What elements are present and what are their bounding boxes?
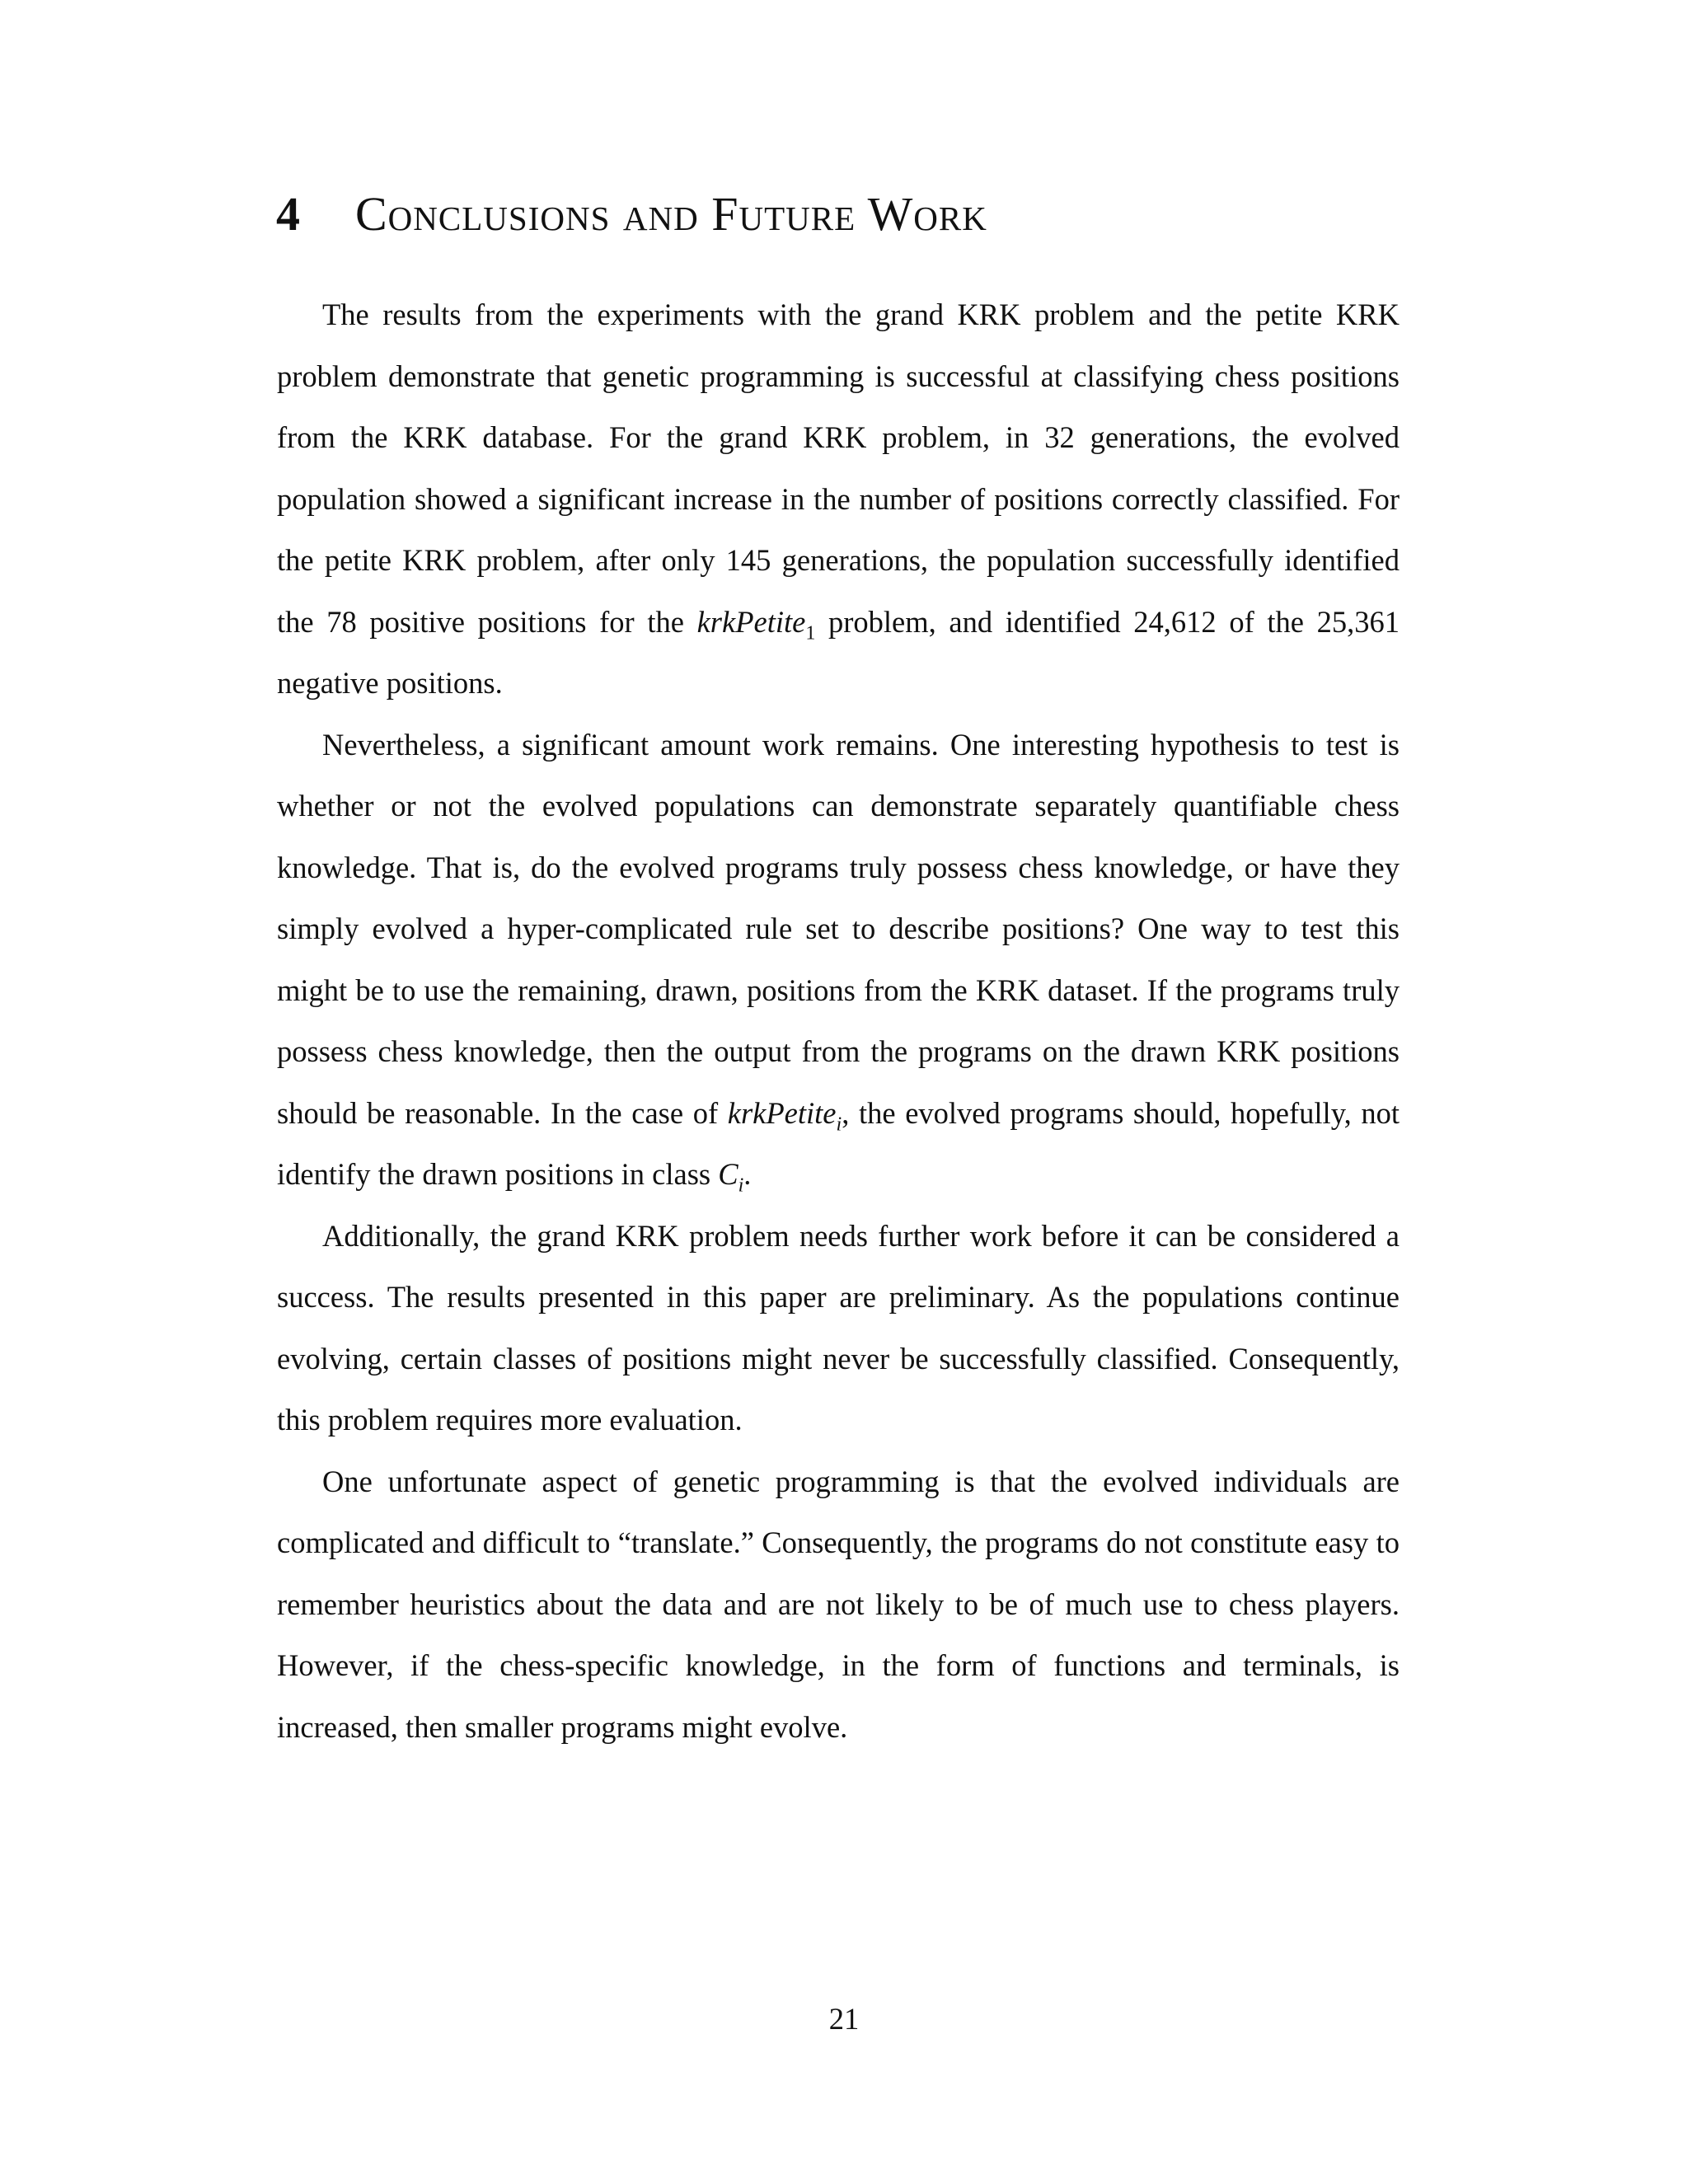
math-symbol: C: [718, 1157, 738, 1191]
math-subscript: i: [836, 1113, 842, 1135]
paragraph-results: [277, 284, 1400, 715]
paragraph-text: .: [743, 1157, 752, 1191]
paragraph-future-work: [277, 715, 1400, 1206]
math-symbol: krkPetite: [696, 604, 806, 639]
paragraph-text: Nevertheless, a significant amount work remains. One interesting hypothesis to test is whether or not the evolved populations can demonstrate separately quantifiable chess knowledge. That is, do the evolved programs truly possess chess knowledge, or have they simply evolved a hyper-complicated rule set to describe positions? One way to test this might be to use the remaining, drawn, positions from the KRK dataset. If the programs truly possess chess knowledge, then the output from the programs on the drawn KRK positions should be reasonable. In the case of: [277, 727, 1400, 1130]
math-krkpetite-1: [696, 604, 816, 644]
paragraph-text: , the evolved programs should, hopefully, not identify the drawn positions in class: [277, 1095, 1400, 1191]
section-body: [277, 284, 1400, 1758]
math-class-ci: [718, 1157, 744, 1197]
page-number: 21: [828, 2002, 860, 2036]
paragraph-text: The results from the experiments with the grand KRK problem and the petite KRK problem demonstrate that genetic programming is successful at classifying chess positions from the KRK database. For the grand KRK problem, in 32 generations, the evolved population showed a significant increase in the number of positions correctly classified. For the petite KRK problem, after only 145 generations, the population successfully identified the 78 positive positions for the: [277, 298, 1400, 639]
math-subscript: 1: [805, 621, 816, 644]
math-subscript: i: [738, 1174, 744, 1197]
paragraph-text: One unfortunate aspect of genetic programming is that the evolved individuals are complicated and difficult to “translate.” Consequently, the programs do not constitute easy to remember heuristics about the data and are not likely to be of much use to chess players. However, if the chess-specific knowledge, in the form of functions and terminals, is increased, then smaller programs might evolve.: [277, 1464, 1400, 1744]
paragraph-text: Additionally, the grand KRK problem needs further work before it can be considered a success. The results presented in this paper are preliminary. As the populations continue evolving, certain classes of positions might never be successfully classified. Consequently, this problem requires more evaluation.: [277, 1218, 1400, 1436]
paragraph-text: problem, and identified 24,612 of the 25,361 negative positions.: [277, 604, 1400, 700]
math-symbol: krkPetite: [727, 1095, 837, 1130]
math-krkpetite-i: [727, 1095, 842, 1135]
section-title: Conclusions and Future Work: [355, 187, 987, 241]
section-number: 4: [276, 187, 300, 241]
section-heading: [276, 181, 1430, 247]
paragraph-interpretability: [277, 1451, 1400, 1759]
paragraph-grand-krk: [277, 1206, 1400, 1451]
